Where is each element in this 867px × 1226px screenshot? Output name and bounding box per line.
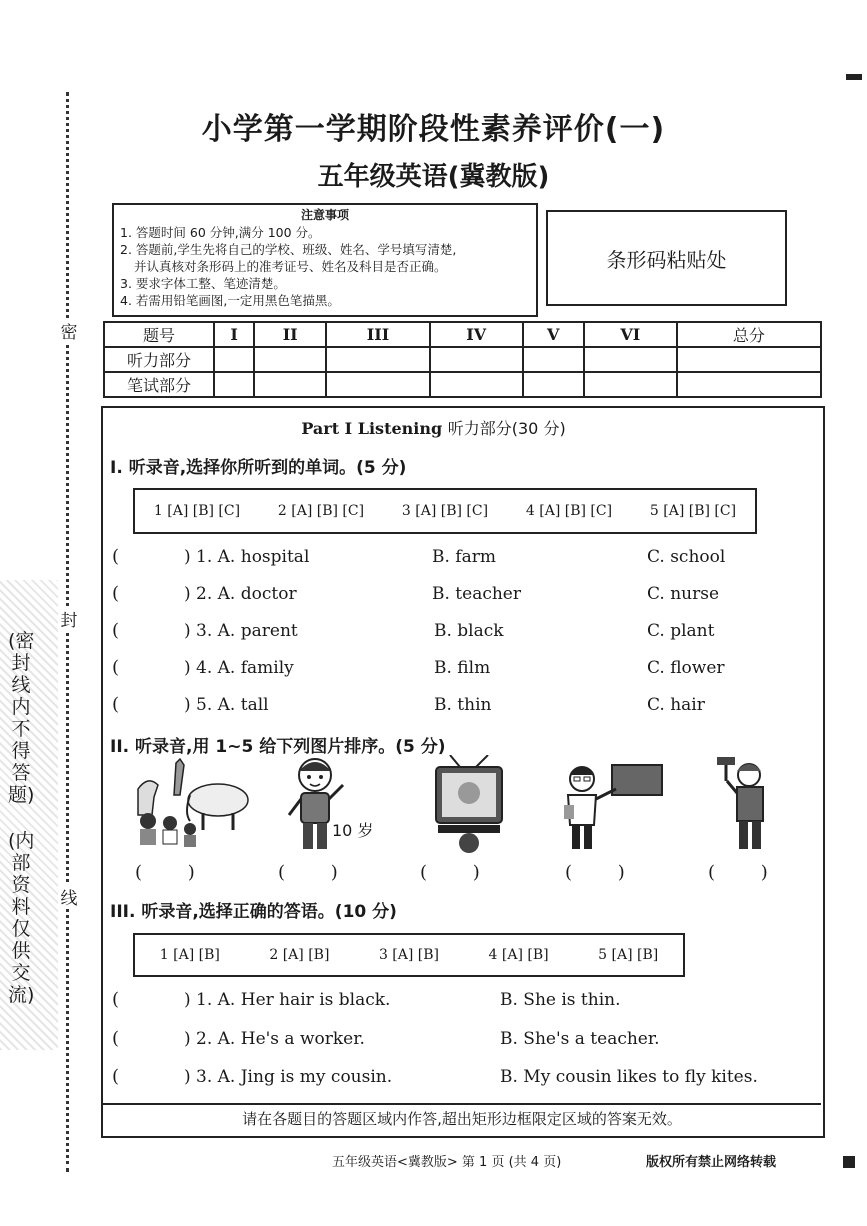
s1-q3-option-a: ) 3. A. parent: [184, 621, 298, 641]
s3-q3-option-a: ) 3. A. Jing is my cousin.: [184, 1067, 393, 1087]
score-header-cell: V: [523, 322, 584, 347]
s1-q5-option-c: C. hair: [647, 695, 705, 715]
boy-age-label: 10 岁: [332, 821, 374, 840]
s3-q1-option-a: ) 1. A. Her hair is black.: [184, 990, 391, 1010]
binding-char-feng: 封: [58, 606, 80, 631]
s1-q1-option-a: ) 1. A. hospital: [184, 547, 310, 567]
score-row-label: 听力部分: [104, 347, 214, 372]
notice-line: 1. 答题时间 60 分钟,满分 100 分。: [120, 225, 321, 240]
score-cell[interactable]: [214, 372, 254, 397]
s1-q4-option-c: C. flower: [647, 658, 725, 678]
section3-answer-box: [133, 933, 685, 977]
score-cell[interactable]: [677, 347, 821, 372]
s1-q5-option-b: B. thin: [434, 695, 492, 715]
s1-q2-option-a: ) 2. A. doctor: [184, 584, 297, 604]
notice-line: 2. 答题前,学生先将自己的学校、班级、姓名、学号填写清楚,: [120, 242, 457, 257]
score-cell[interactable]: [254, 347, 326, 372]
section3-heading: III. 听录音,选择正确的答语。(10 分): [110, 902, 397, 922]
score-cell[interactable]: [430, 347, 523, 372]
score-header-cell: II: [254, 322, 326, 347]
answer-bubble-3[interactable]: 3 [A] [B] [C]: [401, 503, 489, 519]
part1-title-en: Part I Listening: [301, 419, 443, 438]
s1-q2-option-c: C. nurse: [647, 584, 720, 604]
section2-heading: II. 听录音,用 1~5 给下列图片排序。(5 分): [110, 737, 446, 757]
score-header-cell: I: [214, 322, 254, 347]
part1-title-cn: 听力部分(30 分): [447, 419, 566, 438]
score-cell[interactable]: [326, 372, 430, 397]
tv-picture: [432, 755, 507, 855]
answer-bubble-1[interactable]: 1 [A] [B] [C]: [153, 503, 241, 519]
score-cell[interactable]: [430, 372, 523, 397]
answer-bubble-3[interactable]: 3 [A] [B]: [378, 947, 440, 963]
corner-mark-bottom: [843, 1156, 855, 1168]
binding-note-no-answer: (密封线内不得答题): [8, 630, 35, 806]
answer-bubble-4[interactable]: 4 [A] [B]: [488, 947, 549, 963]
zoo-animals-picture: [118, 755, 253, 850]
score-header-cell: III: [326, 322, 430, 347]
answer-bubble-2[interactable]: 2 [A] [B] [C]: [277, 503, 365, 519]
s1-q5-option-a: ) 5. A. tall: [184, 695, 269, 715]
score-header-cell: 总分: [677, 322, 821, 347]
barcode-label: 条形码粘贴处: [606, 247, 727, 272]
worker-picture: [715, 755, 775, 855]
score-header-cell: VI: [584, 322, 677, 347]
s1-q2-option-b: B. teacher: [432, 584, 521, 604]
score-cell[interactable]: [523, 372, 584, 397]
score-table-header-row: [104, 322, 821, 347]
notice-title: 注意事项: [300, 208, 349, 222]
answer-blank-open: (: [112, 620, 120, 641]
answer-blank-open: (: [112, 657, 120, 678]
answer-bubble-5[interactable]: 5 [A] [B] [C]: [649, 503, 737, 519]
answer-bubble-4[interactable]: 4 [A] [B] [C]: [525, 503, 613, 519]
score-table: [103, 321, 822, 398]
score-cell[interactable]: [254, 372, 326, 397]
answer-blank-open: (: [112, 583, 120, 604]
score-cell[interactable]: [326, 347, 430, 372]
answer-bubble-1[interactable]: 1 [A] [B]: [159, 947, 220, 963]
s1-q4-option-b: B. film: [434, 658, 491, 678]
notice-box: [112, 203, 538, 317]
order-blank-3[interactable]: ( ): [420, 862, 480, 883]
score-header-cell: 题号: [104, 322, 214, 347]
binding-note-internal: (内部资料 仅供交流): [8, 830, 35, 1006]
score-row-label: 笔试部分: [104, 372, 214, 397]
answer-bubble-2[interactable]: 2 [A] [B]: [269, 947, 330, 963]
s1-q3-option-b: B. black: [434, 621, 504, 641]
exam-title: 小学第一学期阶段性素养评价(一): [201, 112, 666, 147]
corner-mark-top: [846, 74, 862, 80]
s1-q1-option-b: B. farm: [432, 547, 496, 567]
answer-blank-open: (: [112, 694, 120, 715]
score-header-cell: IV: [430, 322, 523, 347]
notice-line: 并认真核对条形码上的准考证号、姓名及科目是否正确。: [134, 259, 447, 274]
section1-answer-box: [133, 488, 757, 534]
answer-bubble-5[interactable]: 5 [A] [B]: [598, 947, 659, 963]
s3-q1-option-b: B. She is thin.: [500, 990, 621, 1010]
order-blank-2[interactable]: ( ): [278, 862, 338, 883]
s3-q3-option-b: B. My cousin likes to fly kites.: [500, 1067, 758, 1087]
binding-dotted-line: [66, 92, 69, 1172]
answer-blank-open: (: [112, 1028, 120, 1049]
order-blank-5[interactable]: ( ): [708, 862, 768, 883]
score-table-row-written: [104, 372, 821, 397]
notice-line: 3. 要求字体工整、笔迹清楚。: [120, 276, 286, 291]
copyright-notice: 版权所有禁止网络转载: [646, 1155, 777, 1170]
part1-title: [0, 416, 867, 439]
order-blank-4[interactable]: ( ): [565, 862, 625, 883]
answer-blank-open: (: [112, 989, 120, 1010]
score-cell[interactable]: [584, 372, 677, 397]
page-number: 五年级英语<冀教版> 第 1 页 (共 4 页): [332, 1155, 562, 1170]
score-cell[interactable]: [214, 347, 254, 372]
s1-q3-option-c: C. plant: [647, 621, 715, 641]
s3-q2-option-b: B. She's a teacher.: [500, 1029, 660, 1049]
section1-heading: I. 听录音,选择你所听到的单词。(5 分): [110, 458, 407, 478]
score-cell[interactable]: [584, 347, 677, 372]
binding-char-xian: 线: [58, 884, 80, 909]
score-table-row-listening: [104, 347, 821, 372]
binding-char-mi: 密: [58, 318, 80, 343]
answer-area-footnote: 请在各题目的答题区域内作答,超出矩形边框限定区域的答案无效。: [103, 1103, 821, 1133]
order-blank-1[interactable]: ( ): [135, 862, 195, 883]
s1-q4-option-a: ) 4. A. family: [184, 658, 294, 678]
teacher-picture: [560, 755, 670, 855]
score-cell[interactable]: [523, 347, 584, 372]
answer-blank-open: (: [112, 1066, 120, 1087]
score-cell[interactable]: [677, 372, 821, 397]
s3-q2-option-a: ) 2. A. He's a worker.: [184, 1029, 365, 1049]
barcode-area: [546, 210, 787, 306]
notice-line: 4. 若需用铅笔画图,一定用黑色笔描黑。: [120, 293, 340, 308]
answer-blank-open: (: [112, 546, 120, 567]
s1-q1-option-c: C. school: [647, 547, 726, 567]
exam-subtitle: 五年级英语(冀教版): [317, 162, 550, 192]
